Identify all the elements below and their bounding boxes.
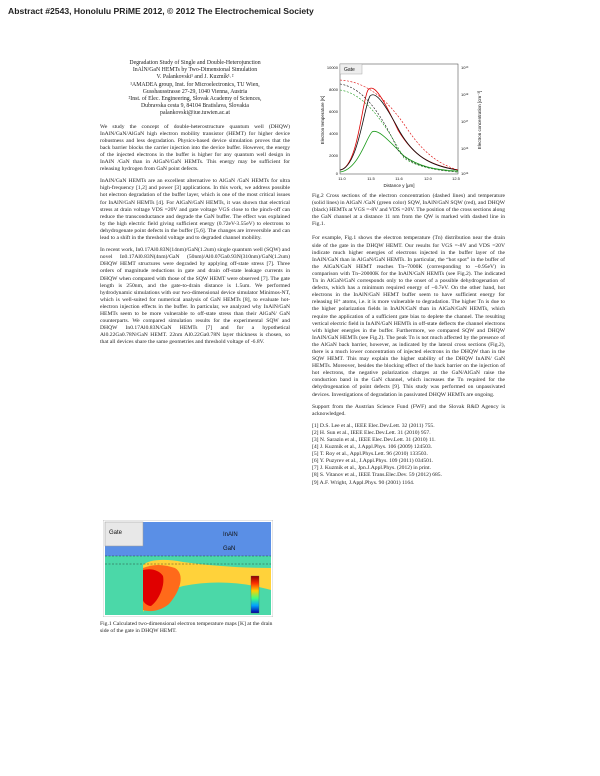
paper-title-line2: InAlN/GaN HEMTs by Two-Dimensional Simulation: [132, 67, 258, 74]
xtick: 12.0: [424, 176, 432, 181]
fig1-inaln-label: InAlN: [223, 532, 238, 538]
ytick-right: 10¹⁸: [461, 92, 469, 97]
affiliation-2b: Dubravska cesta 9, 84104 Bratislava, Slovakia: [140, 103, 250, 110]
xtick: 11.0: [338, 176, 346, 181]
xtick: 11.5: [367, 176, 375, 181]
ytick-left: 6000: [329, 109, 338, 114]
reference-item: [6] Y. Puzyrev et al., J.Appl.Phys. 109 (2011) 034501.: [312, 458, 434, 465]
fig1-gan-label: GaN: [223, 546, 236, 552]
ytick-left: 0: [335, 171, 338, 176]
reference-item: [4] J. Kuzmik et al., J.Appl.Phys. 106 (2009) 124503.: [312, 444, 433, 451]
reference-item: [7] J. Kuzmik et al., Jpn.J.Appl.Phys. (2012) in print.: [312, 465, 432, 472]
email: palankovski@iue.tuwien.ac.at: [160, 110, 230, 117]
affiliation-1b: Gusshausstrasse 27-29, 1040 Vienna, Austria: [142, 88, 248, 95]
acknowledgment: Support from the Austrian Science Fund (FWF) and the Slovak R&D Agency is acknowledged.: [312, 403, 505, 417]
ytick-right: 10¹⁶: [461, 146, 469, 151]
fig2-xlabel: Distance y [μm]: [383, 183, 415, 188]
ytick-right: 10¹⁷: [461, 119, 469, 124]
fig1-temperature-map: [103, 520, 273, 617]
abstract-paragraph: We study the concept of double-heterostructure quantum well (DHQW) InAlN/GaN/AlGaN high electron mobility transistor (HEMT) for higher device robustness and less degradation. Physics-based device simulation proves that the back barrier blocks the carrier injection into the device buffer. However, the energy of the injected electrons in the buffer is higher for any quantum well design in InAlN /GaN than in AlGaN/GaN HEMTs. This energy may be sufficient for releasing hydrogen from GaN point defects.: [100, 123, 290, 173]
ytick-left: 10000: [326, 65, 338, 70]
reference-item: [8] S. Vitanov et al., IEEE Trans.Elec.Dev. 59 (2012) 685.: [312, 472, 443, 479]
reference-item: [9] A.F. Wright, J.Appl.Phys. 90 (2001) 1164.: [312, 479, 415, 486]
affiliation-2a: ²Inst. of Elec. Engineering, Slovak Academy of Sciences,: [128, 96, 262, 103]
fig2-ylabel: Electron temperature [K]: [320, 95, 325, 145]
intro-paragraph: InAlN/GaN HEMTs are an excellent alternative to AlGaN /GaN HEMTs for ultra high-frequency [1,2] and power [3] applications. In this work, we address possible hot electron degradation of the buffer layer, which is one of the most critical issues for InAlN/GaN HEMTs [4]. For AlGaN/GaN HEMTs, it was shown that electrical stress at drain voltage VDS =20V and gate voltage VGS close to the pinch-off can reduce the transconductance and degrade the GaN buffer. The effect was explained by the high electric field giving sufficient energy (0.72eV-3.55eV) to electrons to dehydrogenate point defects in the buffer [5,6]. The changes are irreversible and can lead to a shift in the threshold voltage and to degraded channel mobility.: [100, 178, 290, 242]
references-list: [312, 423, 505, 487]
page-header: Abstract #2543, Honolulu PRiME 2012, © 2012 The Electrochemical Society: [8, 6, 314, 16]
reference-item: [5] T. Roy et al., Appl.Phys.Lett. 96 (2010) 133503.: [312, 451, 428, 458]
results-paragraph: For example, Fig.1 shows the electron temperature (Tn) distribution near the drain side of the gate in the DHQW HEMT. Our results for VGS =-8V and VDS =20V indicate much higher energies of electrons injected in the buffer layer of the InAlN/GaN than in AlGaN/GaN HEMTs. In particular, the “hot spot” in the buffer of the AlGaN/GaN HEMT reaches Tn~7000K (corresponding to ~0.95eV) in comparison with Tn~20000K for the InAlN/GaN HEMTs (see Fig.2). The indicated Tn in AlGaN/GaN corresponds only to the onset of a possible dehydrogenation of defects, which has a minimum required energy of ~0.7eV. On the other hand, hot electrons in the InAlN/GaN HEMT buffer seem to have sufficient energy for releasing H⁺ atoms, i.e. it is more vulnerable to degradation. The higher Tn is due to the higher polarization fields in InAlN/GaN than in AlGaN/GaN HEMTs, which require the application of a sufficient gate bias to deplete the channel. The resulting vertical electric field in InAlN/GaN HEMTs in off-state deflects the channel electrons with higher energies in the buffer. Furthermore, we compared SQW and DHQW InAlN/GaN HEMTs (see Fig.2). The peak Tn is not much affected by the presence of the AlGaN back barrier, however, as indicated by the lateral cross sections (Fig.2), there is a much lower concentration of injected electrons in the DHQW than in the SQW HEMT. This may explain the higher stability of the DHQW InAlN/ GaN HEMTs. Moreover, besides the blocking effect of the back barrier on the injection of hot electrons, the negative polarization charges at the GaN/AlGaN raise the conduction band in the GaN channel, which increases the Tn required for the dehydrogenation of point defects [9]. This study was performed on unpassivated devices. Investigations of degradation in passivated DHQW HEMTs are ongoing.: [312, 235, 505, 398]
fig1-caption: Fig.1 Calculated two-dimensional electron temperature maps [K] at the drain side of the gate in DHQW HEMT.: [100, 621, 273, 635]
method-paragraph: In recent work, In0.17Al0.83N(14nm)/GaN(1.2um) single quantum well (SQW) and novel In0.17Al0.83N(4nm)/GaN (50nm)/Al0.07Ga0.93N(310nm)/GaN(1.2um) DHQW HEMT structures were degraded by applying off-state stress [7]. Three orders of magnitude reductions in gate and drain off-state leakage currents in DHQW when compared with those of the SQW HEMT were observed [7]. The gate length is 250nm, and the gate-to-drain distance is 1.5um. We performed hydrodynamic simulations with our two-dimensional device simulator Minimos-NT, which is well-suited for numerical analysis of GaN HEMTs [8], to evaluate hot-electron injection effects in the buffer. In particular, we analyzed why InAlN/GaN HEMTs seem to be more vulnerable to off-state stress than their AlGaN/ GaN counterparts. We compared simulation results for the experimental SQW and DHQW In0.17Al0.83N/GaN HEMTs [7] and for a hypothetical Al0.22Ga0.78N/GaN HEMT. 22nm Al0.22Ga0.78N layer thickness is chosen, so that all devices share the same geometries and threshold voltage of -6.8V.: [100, 247, 290, 346]
right-column: [312, 0, 505, 487]
reference-item: [3] N. Sarazin et al., IEEE Elec.Dev.Lett. 31 (2010) 11.: [312, 437, 436, 443]
authors: V. Palankovski¹ and J. Kuzmík¹˒²: [156, 74, 234, 81]
xtick: 11.6: [395, 176, 403, 181]
ytick-right: 10¹⁹: [461, 65, 469, 70]
colorbar: [251, 576, 259, 613]
fig1-gate-label: Gate: [109, 530, 123, 536]
affiliation-1a: ¹AMADEA group, Inst. for Microelectronics, TU Wien,: [130, 81, 260, 88]
left-column: [100, 60, 290, 351]
ytick-left: 4000: [329, 131, 338, 136]
ytick-right: 10¹⁵: [461, 171, 469, 176]
title-block: [100, 60, 290, 118]
ytick-left: 8000: [329, 87, 338, 92]
fig2-gate-label: Gate: [344, 67, 355, 73]
xtick: 12.5: [452, 176, 460, 181]
reference-item: [2] H. Sun et al., IEEE Elec.Dev.Lett. 31 (2010) 957.: [312, 429, 431, 436]
paper-title-line1: Degradation Study of Single and Double-Heterojunction: [129, 60, 261, 66]
ytick-left: 2000: [329, 153, 338, 158]
fig2-ylabel-right: Electron concentration [cm⁻³]: [477, 90, 482, 150]
reference-item: [1] D.S. Lee et al., IEEE Elec.Dev.Lett. 32 (2011) 755.: [312, 422, 435, 429]
fig2-caption: Fig.2 Cross sections of the electron concentration (dashed lines) and temperature (solid lines) in AlGaN /GaN (green color) SQW, InAlN/GaN SQW (red), and DHQW (black) HEMTs at VGS =-8V and VDS =20V. The position of the cross sections along the GaN channel at a distance 11 nm from the QW is marked with dashed line in Fig.1.: [312, 193, 505, 228]
